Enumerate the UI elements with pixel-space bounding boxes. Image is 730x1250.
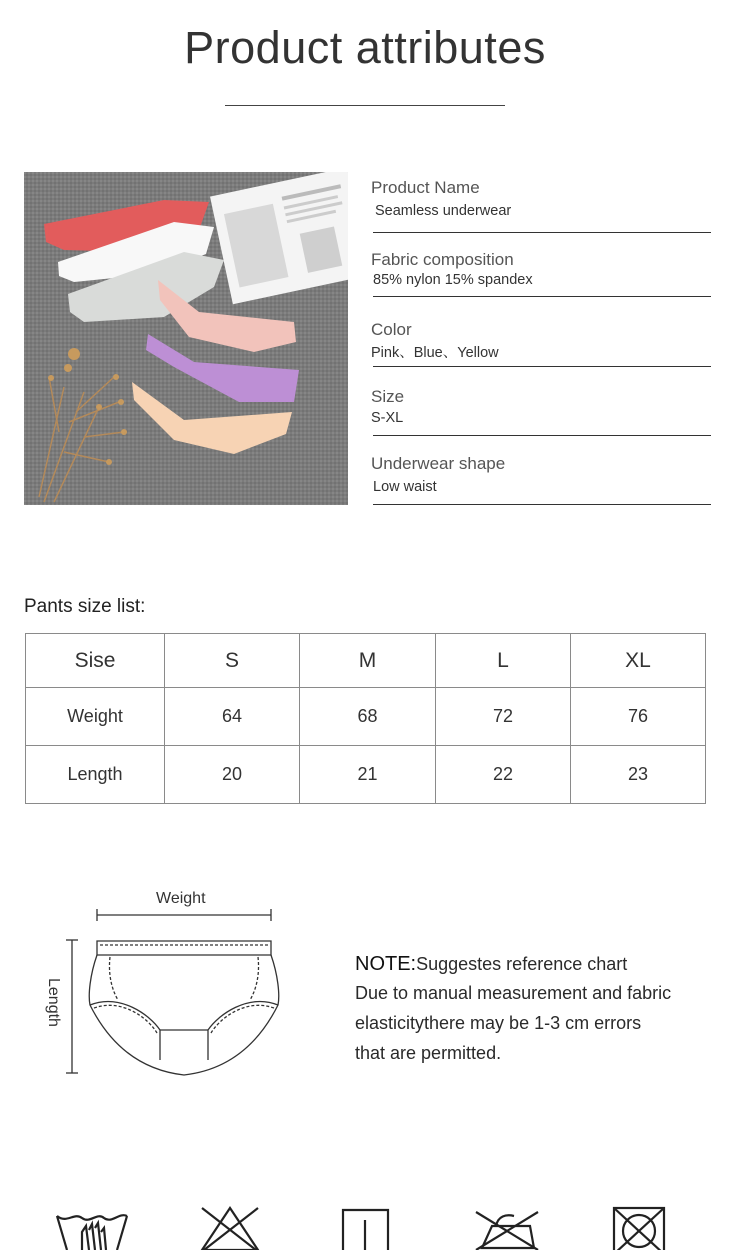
attr-product-name-label: Product Name xyxy=(371,178,480,197)
note-line-2: Due to manual measurement and fabric xyxy=(355,983,672,1003)
attr-fabric-label: Fabric composition xyxy=(371,250,514,269)
size-table-cell: 76 xyxy=(571,688,706,746)
attr-product-name-value: Seamless underwear xyxy=(375,203,512,219)
no-iron-icon xyxy=(468,1204,548,1250)
attr-size-label: Size xyxy=(371,387,405,406)
note-line-4: that are permitted. xyxy=(355,1043,502,1063)
size-table-row-label: Weight xyxy=(26,688,165,746)
underwear-diagram xyxy=(60,905,290,1085)
hand-wash-icon xyxy=(52,1204,132,1250)
size-table-cell: 72 xyxy=(436,688,571,746)
size-table-cell: 23 xyxy=(571,746,706,804)
attr-divider xyxy=(373,366,711,367)
size-table-header-cell: L xyxy=(436,634,571,688)
note-prefix: NOTE: xyxy=(355,953,417,975)
product-photo-image xyxy=(24,172,348,505)
size-table-header-row xyxy=(26,634,706,688)
diagram-width-label: Weight xyxy=(156,890,206,907)
attr-shape-label: Underwear shape xyxy=(371,454,506,473)
note-line-1-text: Suggestes reference chart xyxy=(416,954,628,974)
page-title: Product attributes xyxy=(184,22,546,73)
attr-color-value: Pink、Blue、Yellow xyxy=(371,345,499,361)
diagram-height-label: Length xyxy=(45,978,62,1027)
size-table-header-cell: S xyxy=(165,634,300,688)
attr-divider xyxy=(373,232,711,233)
size-table-cell: 20 xyxy=(165,746,300,804)
table-row xyxy=(26,746,706,804)
note-line-3: elasticitythere may be 1-3 cm errors xyxy=(355,1013,642,1033)
size-table-cell: 64 xyxy=(165,688,300,746)
size-table-cell: 22 xyxy=(436,746,571,804)
attr-divider xyxy=(373,435,711,436)
title-divider xyxy=(225,105,505,106)
size-table-cell: 68 xyxy=(300,688,436,746)
no-bleach-icon xyxy=(190,1204,270,1250)
size-table xyxy=(25,633,706,804)
attr-shape-value: Low waist xyxy=(373,479,437,495)
attr-color-label: Color xyxy=(371,320,412,339)
hang-dry-icon xyxy=(328,1204,408,1250)
note-line-1 xyxy=(355,953,627,976)
attr-size-value: S-XL xyxy=(371,410,404,426)
size-table-cell: 21 xyxy=(300,746,436,804)
size-table-row-label: Length xyxy=(26,746,165,804)
size-table-header-cell: M xyxy=(300,634,436,688)
size-list-heading: Pants size list: xyxy=(24,596,146,617)
size-table-header-cell: Sise xyxy=(26,634,165,688)
attr-fabric-value: 85% nylon 15% spandex xyxy=(373,272,533,288)
no-tumble-dry-icon xyxy=(602,1204,682,1250)
attr-divider xyxy=(373,504,711,505)
attr-divider xyxy=(373,296,711,297)
size-table-header-cell: XL xyxy=(571,634,706,688)
table-row xyxy=(26,688,706,746)
product-photo xyxy=(24,172,348,505)
